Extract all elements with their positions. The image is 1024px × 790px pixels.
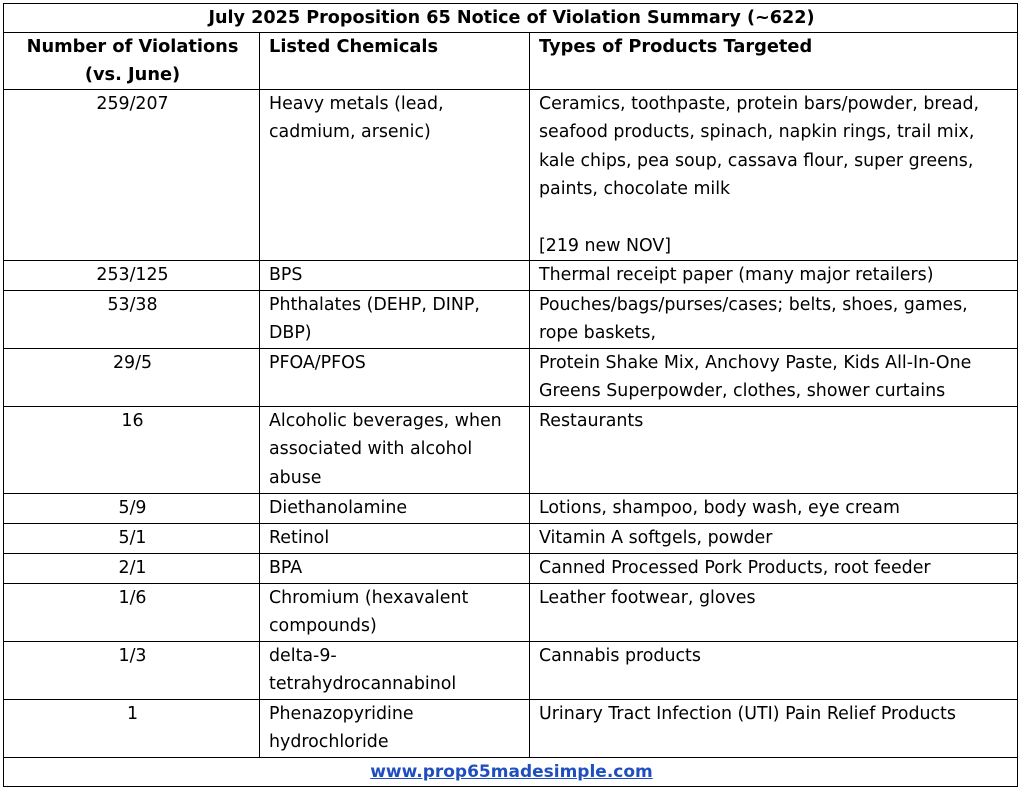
row-chemical: BPA: [260, 554, 530, 584]
row-products: Pouches/bags/purses/cases; belts, shoes, games, rope baskets,: [530, 291, 1018, 349]
table-row: [4, 291, 1018, 349]
table-row: [4, 642, 1018, 700]
row-chemical: Chromium (hexavalent compounds): [260, 584, 530, 642]
row-chemical: Phthalates (DEHP, DINP, DBP): [260, 291, 530, 349]
row-chemical: delta-9-tetrahydrocannabinol: [260, 642, 530, 700]
row-products: Vitamin A softgels, powder: [530, 524, 1018, 554]
row-chemical: Diethanolamine: [260, 494, 530, 524]
header-products-targeted: Types of Products Targeted: [530, 33, 1018, 90]
footer-cell: [4, 758, 1018, 787]
header-row: [4, 33, 1018, 90]
row-count: 253/125: [4, 261, 260, 291]
row-chemical: PFOA/PFOS: [260, 349, 530, 407]
table-title: July 2025 Proposition 65 Notice of Violation Summary (~622): [4, 4, 1018, 33]
row-products: Leather footwear, gloves: [530, 584, 1018, 642]
row-chemical: Phenazopyridine hydrochloride: [260, 700, 530, 758]
table-row: [4, 261, 1018, 291]
row-count: 2/1: [4, 554, 260, 584]
row-count: 259/207: [4, 90, 260, 261]
row-chemical: Retinol: [260, 524, 530, 554]
row-count: 1/3: [4, 642, 260, 700]
header-number-of-violations: [4, 33, 260, 90]
row-products: Restaurants: [530, 407, 1018, 494]
row-products: Protein Shake Mix, Anchovy Paste, Kids All-In-One Greens Superpowder, clothes, shower curtains: [530, 349, 1018, 407]
row-products: Urinary Tract Infection (UTI) Pain Relief Products: [530, 700, 1018, 758]
row-chemical: Alcoholic beverages, when associated with alcohol abuse: [260, 407, 530, 494]
table-row: [4, 494, 1018, 524]
table-row: [4, 524, 1018, 554]
table-row: [4, 584, 1018, 642]
row-chemical: BPS: [260, 261, 530, 291]
row-count: 53/38: [4, 291, 260, 349]
row-chemical: Heavy metals (lead, cadmium, arsenic): [260, 90, 530, 261]
row-note: [219 new NOV]: [539, 235, 672, 256]
table-row: [4, 700, 1018, 758]
violation-summary-table: [3, 3, 1018, 787]
title-row: [4, 4, 1018, 33]
table-row: [4, 349, 1018, 407]
row-count: 5/9: [4, 494, 260, 524]
summary-table-frame: [3, 3, 1017, 787]
website-link[interactable]: www.prop65madesimple.com: [370, 762, 653, 783]
table-row: [4, 554, 1018, 584]
table-row: [4, 90, 1018, 261]
row-products: Cannabis products: [530, 642, 1018, 700]
table-row: [4, 407, 1018, 494]
row-products: [530, 90, 1018, 261]
row-products: Thermal receipt paper (many major retailers): [530, 261, 1018, 291]
row-products-text: Ceramics, toothpaste, protein bars/powder, bread, seafood products, spinach, napkin rings, trail mix, kale chips, pea soup, cassava flour, super greens, paints, chocolate milk: [539, 94, 980, 200]
header-listed-chemicals: Listed Chemicals: [260, 33, 530, 90]
row-products: Lotions, shampoo, body wash, eye cream: [530, 494, 1018, 524]
row-count: 16: [4, 407, 260, 494]
footer-row: [4, 758, 1018, 787]
header-count-line1: Number of Violations: [26, 36, 239, 57]
row-count: 1/6: [4, 584, 260, 642]
row-count: 1: [4, 700, 260, 758]
row-count: 29/5: [4, 349, 260, 407]
row-products: Canned Processed Pork Products, root feeder: [530, 554, 1018, 584]
header-count-line2: (vs. June): [84, 64, 181, 85]
row-count: 5/1: [4, 524, 260, 554]
